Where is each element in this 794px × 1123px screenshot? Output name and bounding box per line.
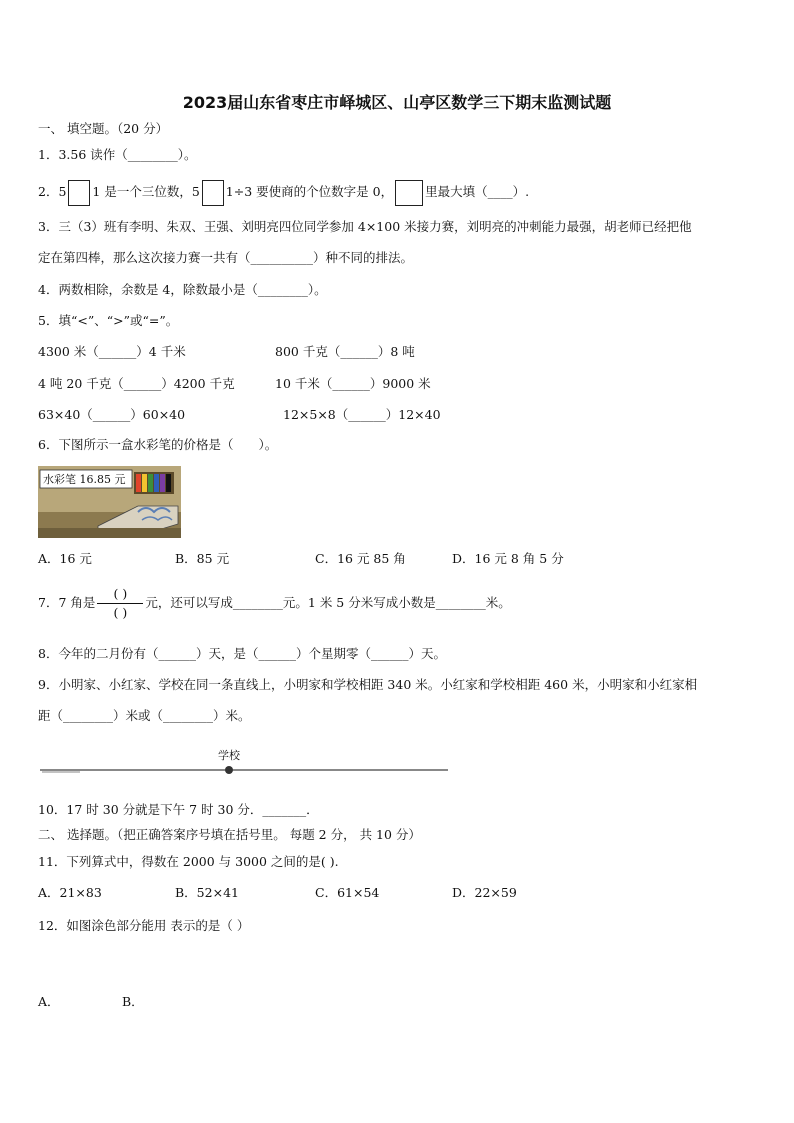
question-7 xyxy=(38,582,511,624)
question-4: 4．两数相除，余数是 4，除数最小是（________）。 xyxy=(38,282,327,297)
distance-diagram xyxy=(40,748,450,778)
price-tag-label: 水彩笔 16.85 元 xyxy=(43,473,126,486)
question-11-stem: 11．下列算式中，得数在 2000 与 3000 之间的是( ). xyxy=(38,854,339,869)
q5-item: 4 吨 20 千克（______）4200 千克 xyxy=(38,376,235,391)
q12-option-b[interactable]: B． xyxy=(122,994,144,1009)
q6-option-d[interactable]: D．16 元 8 角 5 分 xyxy=(452,551,564,566)
school-label: 学校 xyxy=(218,749,240,762)
question-2-part-4: 里最大填（____）. xyxy=(425,184,530,199)
q5-item: 4300 米（______）4 千米 xyxy=(38,344,186,359)
crayon-box-illustration xyxy=(38,466,181,538)
question-7-part-2: 元，还可以写成________元。1 米 5 分米写成小数是________米。 xyxy=(145,595,511,610)
crayon-box-image xyxy=(38,466,181,538)
q5-item: 12×5×8（______）12×40 xyxy=(283,407,441,422)
q5-item: 10 千米（______）9000 米 xyxy=(275,376,431,391)
fraction-blank[interactable] xyxy=(97,586,143,621)
question-2 xyxy=(38,178,529,206)
question-3-line-1: 3．三（3）班有李明、朱双、王强、刘明亮四位同学参加 4×100 米接力赛，刘明亮的冲刺能力最强，胡老师已经把他 xyxy=(38,219,692,234)
fraction-denominator: ( ) xyxy=(113,605,128,620)
q12-option-a[interactable]: A． xyxy=(38,994,60,1009)
question-12-stem: 12．如图涂色部分能用 表示的是（ ） xyxy=(38,918,250,933)
q11-option-d[interactable]: D．22×59 xyxy=(452,885,517,900)
q11-option-a[interactable]: A．21×83 xyxy=(38,885,102,900)
answer-box-3[interactable] xyxy=(395,180,423,206)
q5-item: 63×40（______）60×40 xyxy=(38,407,186,422)
answer-box-1[interactable] xyxy=(68,180,90,206)
question-3-line-2: 定在第四棒，那么这次接力赛一共有（__________）种不同的排法。 xyxy=(38,250,414,265)
q5-item: 800 千克（______）8 吨 xyxy=(275,344,415,359)
question-2-part-1: 2．5 xyxy=(38,184,67,199)
question-10: 10．17 时 30 分就是下午 7 时 30 分．_______． xyxy=(38,802,319,817)
q6-option-c[interactable]: C．16 元 85 角 xyxy=(315,551,406,566)
question-2-part-2: 1 是一个三位数，5 xyxy=(92,184,200,199)
q11-option-b[interactable]: B．52×41 xyxy=(175,885,239,900)
school-point xyxy=(225,766,233,774)
question-9-line-2: 距（________）米或（________）米。 xyxy=(38,708,251,723)
q6-option-a[interactable]: A．16 元 xyxy=(38,551,92,566)
section-fill-in-heading: 一、 填空题。（20 分） xyxy=(38,121,169,136)
number-line xyxy=(40,748,450,778)
question-1: 1．3.56 读作（________）。 xyxy=(38,147,197,162)
fraction-bar xyxy=(97,603,143,604)
question-8: 8．今年的二月份有（______）天，是（______）个星期零（______）天。 xyxy=(38,646,446,661)
question-6-stem: 6．下图所示一盒水彩笔的价格是（ ）。 xyxy=(38,437,278,452)
fraction-numerator: ( ) xyxy=(113,586,128,601)
question-7-part-1: 7．7 角是 xyxy=(38,595,96,610)
question-9-line-1: 9．小明家、小红家、学校在同一条直线上，小明家和学校相距 340 米。小红家和学校相距 460 米，小明家和小红家相 xyxy=(38,677,698,692)
answer-box-2[interactable] xyxy=(202,180,224,206)
page-title: 2023届山东省枣庄市峄城区、山亭区数学三下期末监测试题 xyxy=(182,93,612,112)
question-2-part-3: 1÷3 要使商的个位数字是 0， xyxy=(225,184,394,199)
q6-option-b[interactable]: B．85 元 xyxy=(175,551,230,566)
q11-option-c[interactable]: C．61×54 xyxy=(315,885,380,900)
question-5-stem: 5．填“<”、“>”或“=”。 xyxy=(38,313,179,328)
section-choice-heading: 二、 选择题。（把正确答案序号填在括号里。 每题 2 分， 共 10 分） xyxy=(38,827,421,842)
